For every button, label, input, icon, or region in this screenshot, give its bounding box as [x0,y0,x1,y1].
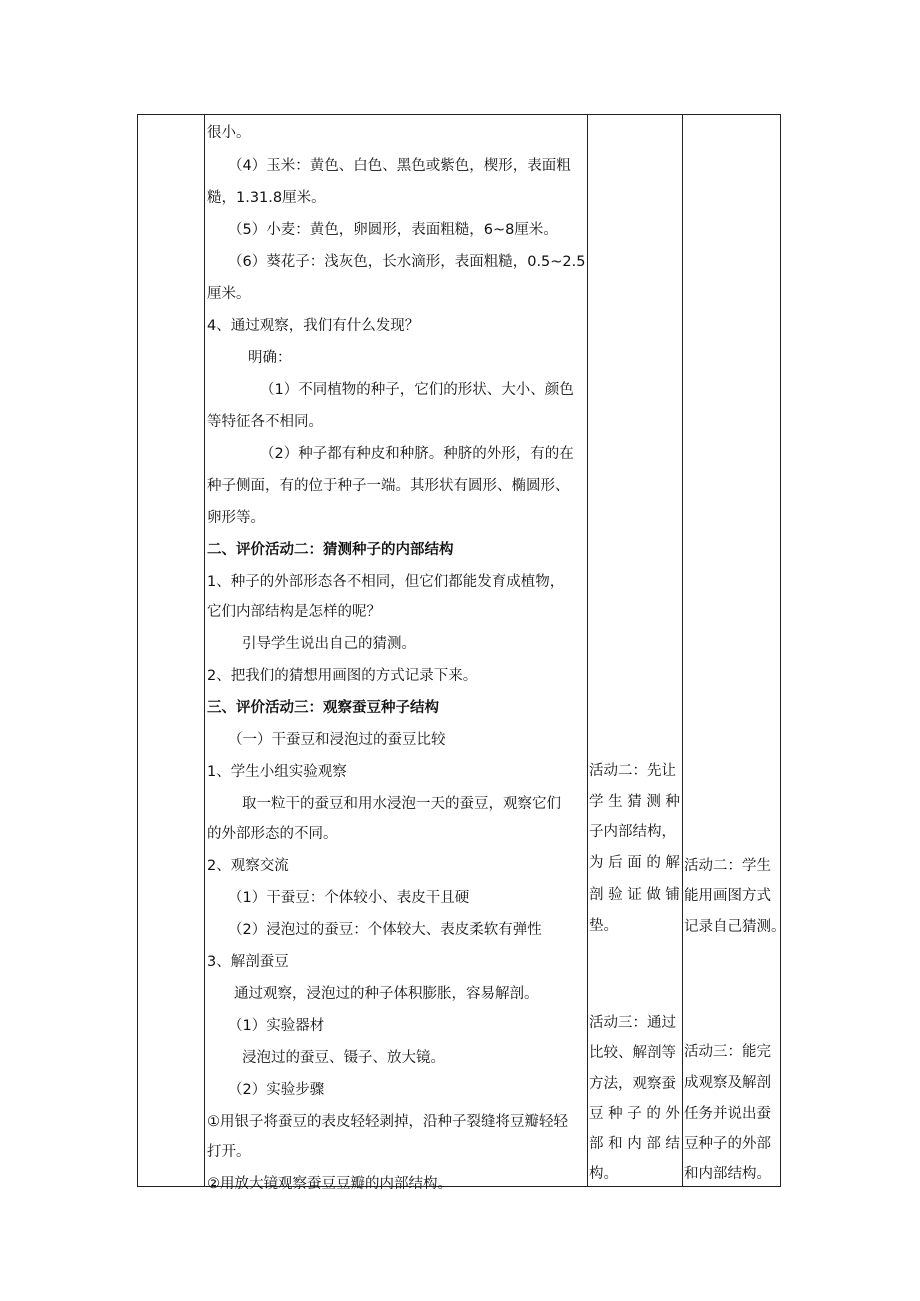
text-line: （6）葵花子：浅灰色，长水滴形，表面粗糙，0.5~2.5 [228,254,586,270]
text-line: 它们内部结构是怎样的呢？ [207,604,381,620]
text-line: 1、学生小组实验观察 [207,764,347,780]
teacher-note-line: 为 后 面 的 解 [589,855,680,871]
teacher-note-line: 垫。 [589,918,618,934]
teacher-note-line: 子内部结构， [589,824,676,840]
text-line: 糙，1.31.8厘米。 [207,190,326,206]
teacher-note-line: 活动三：通过 [589,1015,676,1031]
text-line: 打开。 [207,1144,251,1160]
text-line: 取一粒干的蚕豆和用水浸泡一天的蚕豆，观察它们 [242,796,561,812]
assessment-note-line: 能用画图方式 [684,888,771,904]
assessment-note-line: 任务并说出蚕 [684,1106,771,1122]
teacher-note-line: 部 和 内 部 结 [589,1136,680,1152]
text-line: ②用放大镜观察蚕豆豆瓣的内部结构。 [207,1176,452,1192]
lesson-table [137,114,786,1192]
text-line: （4）玉米：黄色、白色、黑色或紫色，楔形，表面粗 [228,158,571,174]
teacher-note-line: 豆 种 子 的 外 [589,1106,680,1122]
teacher-note-line: 比较、解剖等 [589,1045,676,1061]
text-line: 1、种子的外部形态各不相同，但它们都能发育成植物， [207,574,565,590]
assessment-note-line: 成观察及解剖 [684,1075,771,1091]
text-line: （一）干蚕豆和浸泡过的蚕豆比较 [228,732,446,748]
text-line: 2、把我们的猜想用画图的方式记录下来。 [207,668,478,684]
teacher-note-line: 活动二：先让 [589,763,676,779]
section-heading: 三、评价活动三：观察蚕豆种子结构 [207,700,439,716]
text-line: 的外部形态的不同。 [207,826,338,842]
assessment-note-line: 活动三：能完 [684,1044,771,1060]
text-line: 引导学生说出自己的猜测。 [242,636,416,652]
text-line: （2）种子都有种皮和种脐。种脐的外形，有的在 [260,446,574,462]
column-divider-3 [682,115,683,1186]
assessment-note-line: 记录自己猜测。 [684,919,786,935]
text-line: （1）实验器材 [228,1018,325,1034]
text-line: 种子侧面，有的位于种子一端。其形状有圆形、椭圆形、 [207,478,570,494]
teacher-note-line: 方法，观察蚕 [589,1076,676,1092]
text-line: 卵形等。 [207,510,265,526]
teacher-note-line: 剖 验 证 做 铺 [589,887,680,903]
text-line: ①用银子将蚕豆的表皮轻轻剥掉，沿种子裂缝将豆瓣轻轻 [207,1114,568,1130]
teaching-process-column [204,115,588,1192]
assessment-note-line: 活动二：学生 [684,858,771,874]
assessment-note-line: 豆种子的外部 [684,1136,771,1152]
teacher-note-line: 构。 [589,1166,618,1182]
text-line: （1）不同植物的种子，它们的形状、大小、颜色 [260,382,574,398]
text-line: 2、观察交流 [207,858,289,874]
text-line: 浸泡过的蚕豆、镊子、放大镜。 [242,1050,445,1066]
text-line: （2）实验步骤 [228,1082,325,1098]
text-line: 3、解剖蚕豆 [207,954,289,970]
text-line: （5）小麦：黄色，卵圆形，表面粗糙，6~8厘米。 [228,222,558,238]
text-line: 厘米。 [207,286,251,302]
teacher-note-line: 学 生 猜 测 种 [589,794,680,810]
text-line: 很小。 [207,125,251,141]
text-line: 通过观察，浸泡过的种子体积膨胀，容易解剖。 [234,986,539,1002]
text-line: 4、通过观察，我们有什么发现？ [207,318,420,334]
section-heading: 二、评价活动二：猜测种子的内部结构 [207,542,454,558]
text-line: 等特征各不相同。 [207,414,323,430]
text-line: （2）浸泡过的蚕豆：个体较大、表皮柔软有弹性 [228,922,542,938]
text-line: （1）干蚕豆：个体较小、表皮干且硬 [228,890,470,906]
text-line: 明确： [248,350,292,366]
assessment-note-line: 和内部结构。 [684,1166,771,1182]
